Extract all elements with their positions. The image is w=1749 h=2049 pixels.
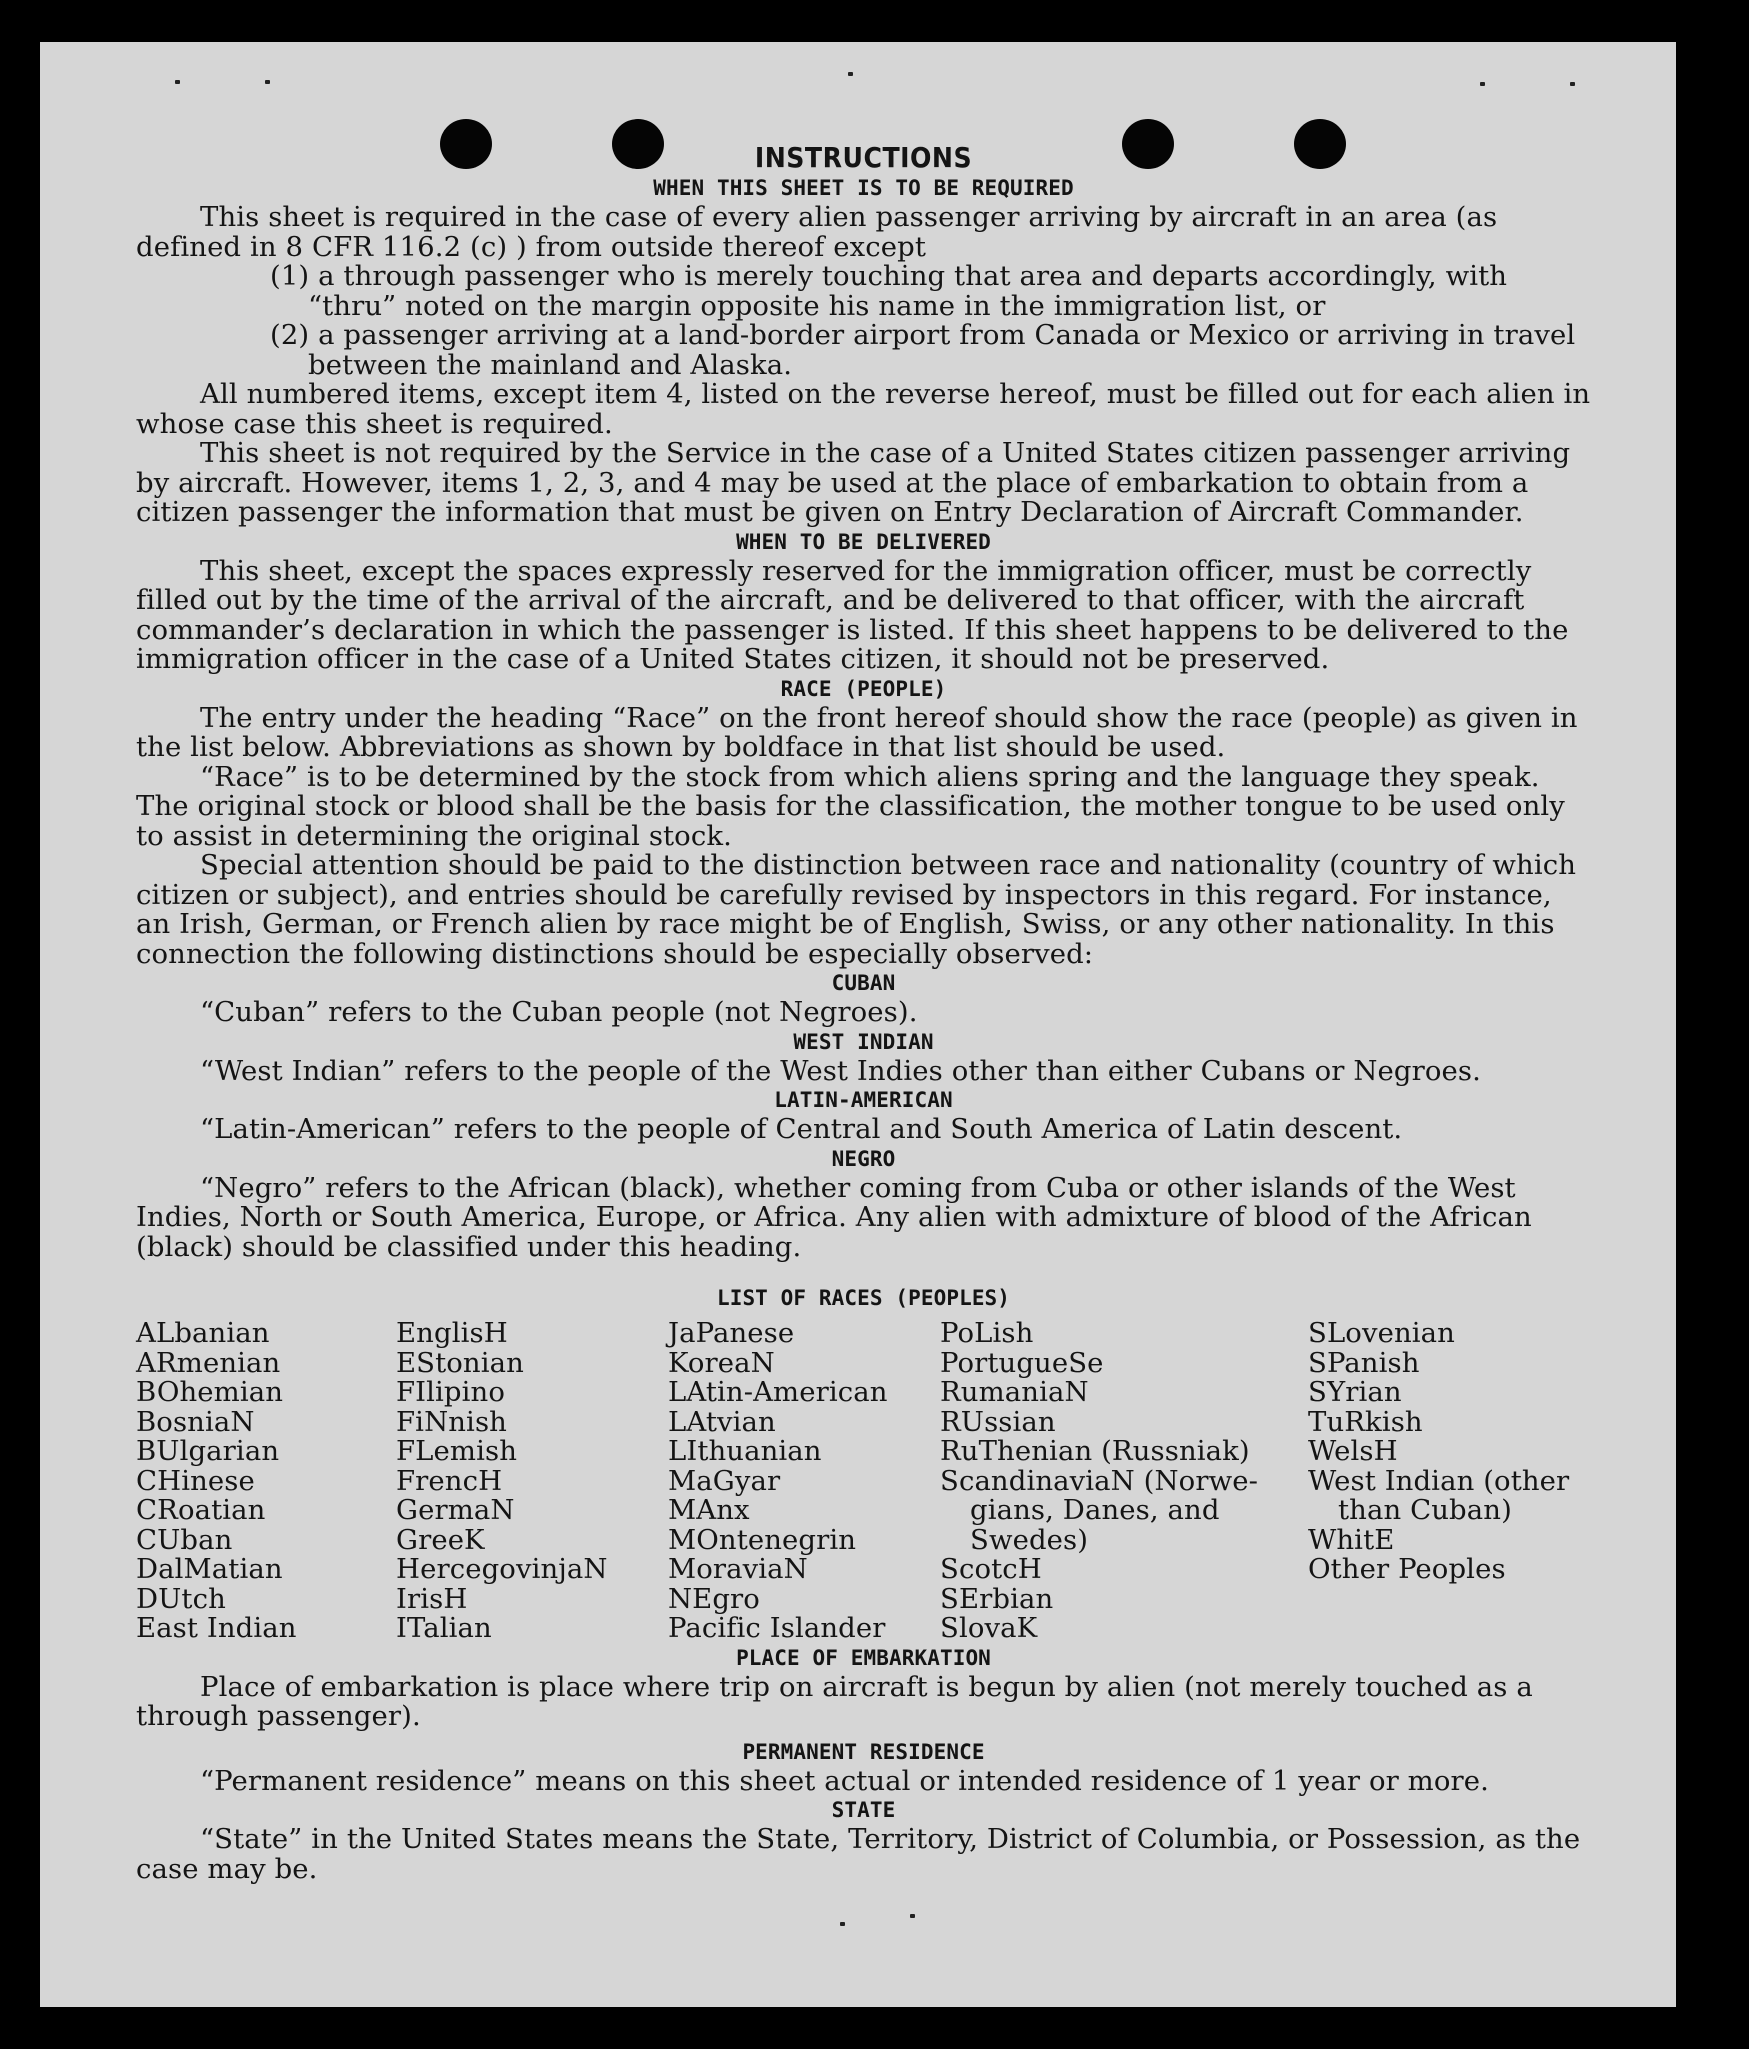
speck (1570, 82, 1575, 86)
heading-negro: NEGRO (831, 1146, 896, 1171)
speck (910, 1914, 915, 1918)
race-item: RumaniaN (940, 1376, 1089, 1408)
race-item: FIlipino (396, 1376, 506, 1408)
race-item: Pacific Islander (668, 1612, 886, 1644)
race-item: BosniaN (136, 1405, 255, 1438)
paragraph: “Permanent residence” means on this sheet actual or intended residence of 1 year or more. (200, 1764, 1489, 1797)
heading-when-required: WHEN THIS SHEET IS TO BE REQUIRED (653, 176, 1074, 200)
heading-list-of-races: LIST OF RACES (PEOPLES) (716, 1286, 1011, 1310)
race-item-continued: gians, Danes, and (970, 1494, 1220, 1526)
race-item: EnglisH (396, 1317, 508, 1349)
race-item: ALbanian (136, 1317, 270, 1349)
race-item: WhitE (1308, 1523, 1395, 1556)
race-item: FLemish (396, 1435, 518, 1467)
paragraph: This sheet is not required by the Service in the case of a United States citizen passenger arriving by aircraft. However, items 1, 2, 3, and 4 may be used at the place of embarkation to obtain from a citizen passenger the information that must be given on Entry Declaration of Aircraft Commander. (136, 437, 1571, 528)
race-item: CUban (136, 1523, 233, 1556)
race-item-continued: Swedes) (970, 1523, 1089, 1556)
races-column-4 (940, 1319, 1308, 1644)
heading-race: RACE (PEOPLE) (780, 676, 947, 701)
race-item: IrisH (396, 1582, 468, 1615)
race-item: GermaN (396, 1494, 515, 1526)
races-column-3 (668, 1319, 940, 1644)
speck (848, 72, 853, 76)
list-item: (2) a passenger arriving at a land-border airport from Canada or Mexico or arriving in travel between the mainland and Alaska. (270, 319, 1576, 381)
heading-latin-american: LATIN-AMERICAN (774, 1088, 953, 1112)
speck (175, 80, 180, 84)
race-item: WelsH (1308, 1435, 1398, 1467)
race-item: PoLish (940, 1317, 1034, 1349)
list-item: (1) a through passenger who is merely touching that area and departs accordingly, with “thru” noted on the margin opposite his name in the immigration list, or (270, 260, 1508, 322)
race-item-continued: than Cuban) (1338, 1494, 1512, 1526)
heading-cuban: CUBAN (831, 971, 896, 995)
race-item: BOhemian (136, 1376, 284, 1408)
race-item: RUssian (940, 1405, 1056, 1438)
race-item: SYrian (1308, 1376, 1402, 1408)
race-item: DalMatian (136, 1553, 283, 1585)
race-item: MoraviaN (668, 1553, 808, 1585)
races-list (136, 1319, 1591, 1644)
races-column-2 (396, 1319, 668, 1644)
paragraph: “Race” is to be determined by the stock from which aliens spring and the language they speak. The original stock or blood shall be the basis for the classification, the mother tongue to be used only to assist in determining the original stock. (136, 760, 1565, 852)
heading-state: STATE (831, 1798, 896, 1822)
paragraph: “Latin-American” refers to the people of Central and South America of Latin descent. (200, 1113, 1403, 1145)
race-item: SLovenian (1308, 1317, 1455, 1349)
race-item: MAnx (668, 1494, 750, 1526)
race-item: ScandinaviaN (Norwe- (940, 1464, 1258, 1497)
race-item: ARmenian (136, 1346, 281, 1379)
paragraph: This sheet, except the spaces expressly reserved for the immigration officer, must be correctly filled out by the time of the arrival of the aircraft, and be delivered to that officer, with the aircraft commander’s declaration in which the passenger is listed. If this sheet happens to be delivered to the immigration officer in the case of a United States citizen, it should not be preserved. (136, 554, 1569, 675)
race-item: KoreaN (668, 1346, 775, 1379)
race-item: LIthuanian (668, 1435, 822, 1467)
paragraph: “Cuban” refers to the Cuban people (not Negroes). (200, 996, 918, 1028)
heading-when-delivered: WHEN TO BE DELIVERED (736, 529, 991, 554)
races-column-5 (1308, 1319, 1588, 1644)
paragraph: “Negro” refers to the African (black), whether coming from Cuba or other islands of the West Indies, North or South America, Europe, or Africa. Any alien with admixture of blood of the African (black) should be classified under this heading. (136, 1171, 1532, 1263)
speck (840, 1922, 845, 1926)
race-item: CRoatian (136, 1494, 266, 1526)
race-item: BUlgarian (136, 1435, 280, 1467)
paragraph: “State” in the United States means the State, Territory, District of Columbia, or Possession, as the case may be. (136, 1823, 1581, 1885)
heading-west-indian: WEST INDIAN (793, 1029, 934, 1054)
race-item: RuThenian (Russniak) (940, 1435, 1250, 1467)
race-item: GreeK (396, 1523, 485, 1556)
race-item: CHinese (136, 1464, 255, 1497)
paragraph: All numbered items, except item 4, listed on the reverse hereof, must be filled out for each alien in whose case this sheet is required. (136, 378, 1591, 440)
race-item: SlovaK (940, 1612, 1038, 1644)
paragraph: Special attention should be paid to the distinction between race and nationality (country of which citizen or subject), and entries should be carefully revised by inspectors in this regard. For instance, an Irish, German, or French alien by race might be of English, Swiss, or any other nationality. In this connection the following distinctions should be especially observed: (136, 849, 1577, 970)
race-item: HercegovinjaN (396, 1553, 608, 1585)
race-item: PortugueSe (940, 1346, 1104, 1379)
race-item: ScotcH (940, 1553, 1042, 1585)
race-item: FrencH (396, 1464, 503, 1497)
paragraph: The entry under the heading “Race” on the front hereof should show the race (people) as given in the list below. Abbreviations as shown by boldface in that list should be used. (136, 701, 1578, 763)
race-item: LAtin-American (668, 1376, 888, 1408)
race-item: DUtch (136, 1582, 226, 1615)
race-item: East Indian (136, 1612, 297, 1644)
heading-permanent-residence: PERMANENT RESIDENCE (742, 1739, 985, 1764)
race-item: Other Peoples (1308, 1553, 1506, 1585)
race-item: FiNnish (396, 1405, 507, 1438)
speck (1480, 82, 1485, 86)
heading-embarkation: PLACE OF EMBARKATION (736, 1645, 991, 1670)
races-column-1 (136, 1319, 396, 1644)
race-item: ITalian (396, 1612, 492, 1644)
page-title: INSTRUCTIONS (754, 141, 973, 174)
paragraph: This sheet is required in the case of every alien passenger arriving by aircraft in an area (as defined in 8 CFR 116.2 (c) ) from outside thereof except (136, 201, 1498, 263)
paragraph: “West Indian” refers to the people of the West Indies other than either Cubans or Negroes. (200, 1054, 1481, 1087)
paragraph: Place of embarkation is place where trip on aircraft is begun by alien (not merely touched as a through passenger). (136, 1670, 1533, 1732)
race-item: West Indian (other (1308, 1464, 1570, 1497)
race-item: SErbian (940, 1582, 1054, 1615)
race-item: MaGyar (668, 1464, 781, 1497)
race-item: EStonian (396, 1346, 524, 1379)
instruction-sheet (40, 42, 1676, 2007)
instructions-content (136, 142, 1591, 1884)
race-item: NEgro (668, 1582, 760, 1615)
race-item: LAtvian (668, 1405, 776, 1438)
race-item: JaPanese (668, 1317, 795, 1349)
race-item: SPanish (1308, 1346, 1420, 1379)
race-item: MOntenegrin (668, 1523, 857, 1556)
speck (265, 80, 270, 84)
race-item: TuRkish (1308, 1405, 1423, 1438)
